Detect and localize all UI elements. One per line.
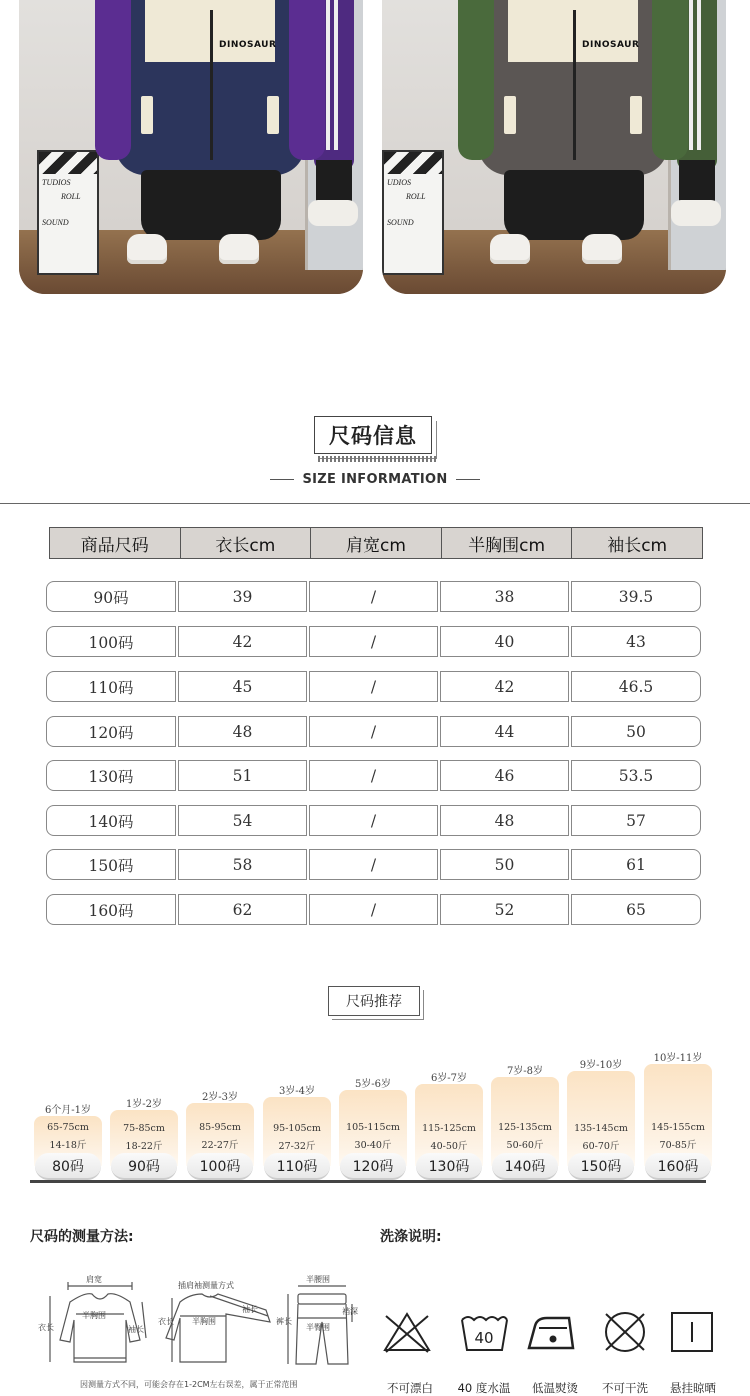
height-range: 75-85cm	[123, 1122, 165, 1134]
product-photo-green	[382, 0, 726, 294]
size-pill: 100码	[187, 1153, 253, 1180]
care-label: 低温熨烫	[532, 1381, 578, 1395]
sweater-icon	[50, 1282, 146, 1362]
header-cell: 袖长cm	[607, 535, 668, 556]
sleeve-label: 袖长	[128, 1325, 144, 1334]
size-pill: 80码	[35, 1153, 101, 1180]
weight-range: 60-70斤	[582, 1140, 620, 1152]
table-row	[46, 760, 702, 791]
length-cell: 62	[178, 894, 307, 925]
size-info-subtitle	[0, 472, 750, 487]
size-recommend-title: 尺码推荐	[328, 986, 420, 1016]
table-row	[46, 894, 702, 925]
size-cell: 160码	[46, 894, 176, 925]
crotch-label: 裆深	[342, 1307, 358, 1316]
shoulder-cell: /	[309, 626, 438, 657]
weight-range: 18-22斤	[125, 1140, 163, 1152]
chest-cell: 42	[440, 671, 569, 702]
divider	[0, 503, 750, 504]
hang-dry-icon	[667, 1310, 717, 1354]
length-cell: 48	[178, 716, 307, 747]
height-range: 145-155cm	[651, 1122, 705, 1133]
sleeve-cell: 46.5	[571, 671, 701, 702]
recommend-baseline	[30, 1180, 706, 1183]
length-cell: 54	[178, 805, 307, 836]
size-pill: 90码	[111, 1153, 177, 1180]
length-cell: 51	[178, 760, 307, 791]
weight-range: 70-85斤	[659, 1140, 697, 1151]
half-waist-label: 半腰围	[306, 1275, 330, 1284]
sleeve-cell: 50	[571, 716, 701, 747]
size-pill: 150码	[568, 1153, 634, 1180]
shoulder-cell: /	[309, 581, 438, 612]
size-cell: 130码	[46, 760, 176, 791]
size-pill: 120码	[340, 1153, 406, 1180]
header-cell: 衣长cm	[181, 528, 312, 558]
length-label: 衣长	[38, 1323, 54, 1332]
measure-note: 因测量方式不同，可能会存在1-2CM左右误差，属于正常范围	[80, 1380, 298, 1389]
height-range: 135-145cm	[574, 1122, 628, 1134]
height-range: 65-75cm	[47, 1122, 89, 1133]
shoulder-cell: /	[309, 805, 438, 836]
age-label: 3岁-4岁	[278, 1086, 316, 1097]
height-range: 125-135cm	[498, 1122, 552, 1133]
size-bar	[644, 1064, 712, 1166]
length-cell: 45	[178, 671, 307, 702]
height-range: 85-95cm	[199, 1122, 241, 1133]
header-cell: 半胸围cm	[442, 528, 573, 558]
weight-range: 30-40斤	[354, 1140, 392, 1151]
care-label: 不可漂白	[387, 1381, 433, 1395]
no-dry-clean-icon	[600, 1310, 650, 1354]
size-cell: 90码	[46, 581, 176, 612]
size-cell: 100码	[46, 626, 176, 657]
sleeve-cell: 53.5	[571, 760, 701, 791]
age-label: 7岁-8岁	[506, 1066, 544, 1077]
table-row	[46, 671, 702, 702]
low-iron-icon	[527, 1310, 577, 1354]
sleeve-label-2: 袖长	[242, 1305, 258, 1314]
table-row	[46, 716, 702, 747]
chest-cell: 44	[440, 716, 569, 747]
half-chest-label-2: 半胸围	[192, 1317, 216, 1326]
half-hip-label: 半臀围	[306, 1323, 330, 1332]
size-cell: 150码	[46, 849, 176, 880]
raglan-title-label: 插肩袖测量方式	[178, 1281, 234, 1290]
age-label: 1岁-2岁	[125, 1099, 163, 1110]
pants-length-label: 裤长	[276, 1317, 292, 1326]
height-range: 115-125cm	[422, 1122, 476, 1134]
table-row	[46, 626, 702, 657]
header-cell: 肩宽cm	[311, 528, 442, 558]
length-label-2: 衣长	[158, 1317, 174, 1326]
chest-cell: 48	[440, 805, 569, 836]
size-cell: 140码	[46, 805, 176, 836]
length-cell: 42	[178, 626, 307, 657]
shoulder-cell: /	[309, 671, 438, 702]
weight-range: 27-32斤	[278, 1140, 316, 1152]
chest-cell: 46	[440, 760, 569, 791]
clapper-text: ROLL	[61, 192, 81, 201]
size-table-header	[49, 527, 703, 559]
sleeve-cell: 61	[571, 849, 701, 880]
care-label: 悬挂晾晒	[670, 1381, 716, 1395]
clapper-text: ROLL	[406, 192, 426, 201]
sleeve-cell: 57	[571, 805, 701, 836]
jacket-logo: DINOSAUR	[582, 40, 640, 50]
no-bleach-icon	[382, 1310, 432, 1354]
size-pill: 140码	[492, 1153, 558, 1180]
size-bar	[567, 1071, 635, 1166]
care-label: 40 度水温	[457, 1381, 511, 1395]
shoulder-label: 肩宽	[86, 1275, 102, 1284]
clapper-text: SOUND	[387, 218, 414, 227]
size-info-title: 尺码信息	[314, 416, 432, 454]
product-photo-purple	[19, 0, 363, 294]
age-label: 9岁-10岁	[579, 1060, 623, 1071]
height-range: 105-115cm	[346, 1122, 400, 1133]
size-pill: 130码	[416, 1153, 482, 1180]
chest-cell: 40	[440, 626, 569, 657]
chest-cell: 50	[440, 849, 569, 880]
subtitle-text: SIZE INFORMATION	[302, 472, 448, 487]
shoulder-cell: /	[309, 716, 438, 747]
measurement-diagram	[30, 1270, 360, 1380]
length-cell: 39	[178, 581, 307, 612]
title-decoration	[318, 456, 436, 462]
weight-range: 22-27斤	[201, 1140, 239, 1151]
measure-title: 尺码的测量方法:	[30, 1229, 134, 1245]
sleeve-cell: 39.5	[571, 581, 701, 612]
sleeve-cell: 43	[571, 626, 701, 657]
length-cell: 58	[178, 849, 307, 880]
chest-cell: 52	[440, 894, 569, 925]
size-pill: 160码	[645, 1153, 711, 1180]
jacket-logo: DINOSAUR	[219, 40, 277, 50]
half-chest-label: 半胸围	[82, 1311, 106, 1320]
weight-range: 50-60斤	[506, 1140, 544, 1151]
table-row	[46, 581, 702, 612]
table-row	[46, 849, 702, 880]
chest-cell: 38	[440, 581, 569, 612]
age-label: 6个月-1岁	[44, 1105, 92, 1116]
age-label: 6岁-7岁	[430, 1073, 468, 1084]
size-cell: 120码	[46, 716, 176, 747]
sleeve-cell: 65	[571, 894, 701, 925]
care-label: 不可干洗	[602, 1381, 648, 1395]
shoulder-cell: /	[309, 849, 438, 880]
weight-range: 14-18斤	[49, 1140, 87, 1151]
care-title: 洗涤说明:	[380, 1229, 442, 1245]
clapper-text: TUDIOS	[42, 178, 71, 187]
shoulder-cell: /	[309, 894, 438, 925]
wash-40-icon	[459, 1310, 509, 1354]
size-pill: 110码	[264, 1153, 330, 1180]
wash-temp: 40	[474, 1329, 494, 1347]
age-label: 2岁-3岁	[201, 1092, 239, 1103]
clapper-text: SOUND	[42, 218, 69, 227]
age-label: 5岁-6岁	[354, 1079, 392, 1090]
weight-range: 40-50斤	[430, 1140, 468, 1152]
header-cell: 商品尺码	[50, 528, 181, 558]
table-row	[46, 805, 702, 836]
shoulder-cell: /	[309, 760, 438, 791]
clapper-text: UDIOS	[387, 178, 411, 187]
age-label: 10岁-11岁	[653, 1053, 703, 1064]
height-range: 95-105cm	[273, 1122, 321, 1134]
size-cell: 110码	[46, 671, 176, 702]
